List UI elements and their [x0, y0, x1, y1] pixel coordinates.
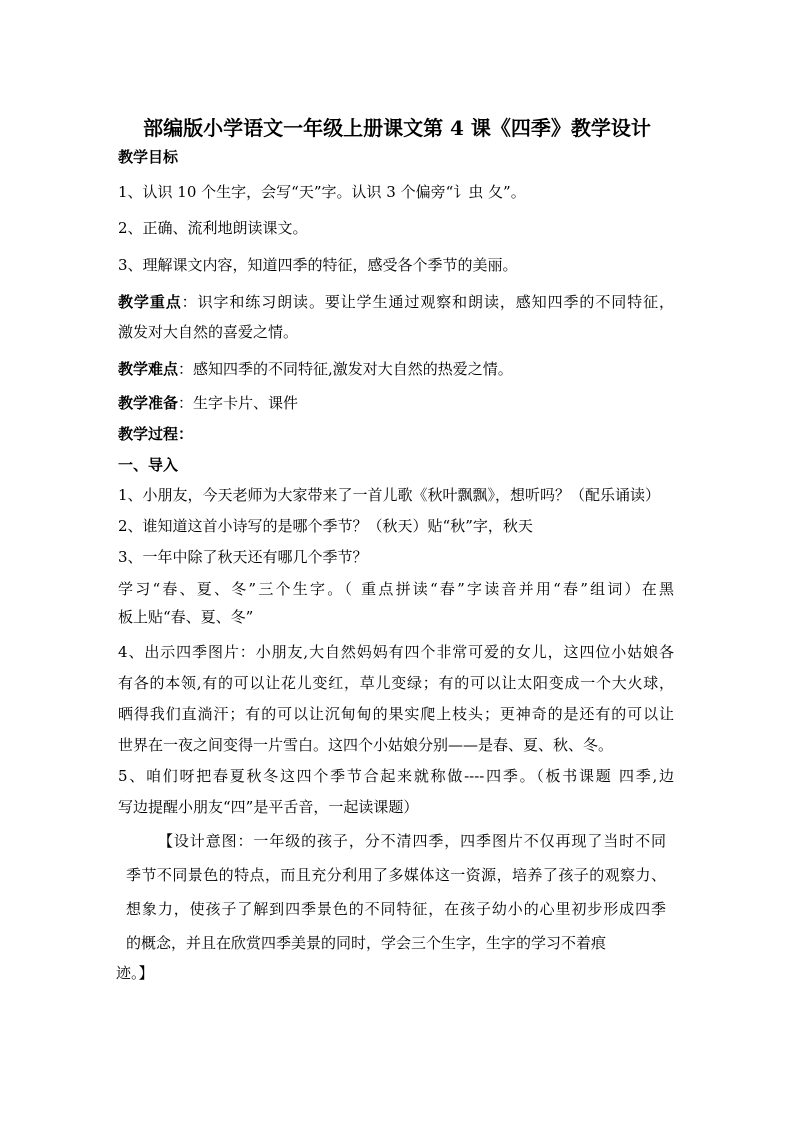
section1-line-3: 3、一年中除了秋天还有哪几个季节？ — [118, 548, 368, 566]
prep-text: ：生字卡片、课件 — [178, 394, 299, 412]
section1-line-6: 4、出示四季图片：小朋友,大自然妈妈有四个非常可爱的女儿，这四位小姑娘各 — [118, 643, 674, 661]
key-point-text-1: ：识字和练习朗读。要让学生通过观察和朗读，感知四季的不同特征， — [181, 293, 674, 311]
difficulty-text: ：感知四季的不同特征,激发对大自然的热爱之情。 — [178, 360, 513, 378]
design-note-line-3: 想象力，使孩子了解到四季景色的不同特征，在孩子幼小的心里初步形成四季 — [126, 900, 666, 918]
goal-item-1: 1、认识 10 个生字，会写“天”字。认识 3 个偏旁“讠虫 夂”。 — [118, 183, 526, 201]
section1-line-5: 板上贴“春、夏、冬” — [118, 608, 254, 626]
section1-line-4: 学习“春、夏、冬”三个生字。（ 重点拼读“春”字读音并用“春”组词）在黑 — [118, 580, 674, 598]
section1-heading: 一、导入 — [118, 456, 179, 474]
design-note-line-5: 迹。】 — [116, 964, 154, 982]
section1-line-2: 2、谁知道这首小诗写的是哪个季节？（秋天）贴“秋”字，秋天 — [118, 517, 533, 535]
design-note-line-1: 【设计意图：一年级的孩子，分不清四季，四季图片不仅再现了当时不同 — [158, 832, 666, 850]
section1-line-9: 世界在一夜之间变得一片雪白。这四个小姑娘分别——是春、夏、秋、冬。 — [118, 736, 614, 754]
document-title: 部编版小学语文一年级上册课文第 4 课《四季》教学设计 — [143, 116, 651, 140]
difficulty-label: 教学难点 — [118, 360, 179, 378]
section1-line-10: 5、咱们呀把春夏秋冬这四个季节合起来就称做----四季。（板书课题 四季,边 — [118, 767, 674, 785]
prep-label: 教学准备 — [118, 394, 179, 412]
goal-item-3: 3、理解课文内容，知道四季的特征，感受各个季节的美丽。 — [118, 256, 518, 274]
section1-line-11: 写边提醒小朋友“四”是平舌音，一起读课题） — [118, 798, 419, 816]
key-point-line-2: 激发对大自然的喜爱之情。 — [118, 323, 299, 341]
key-point-label: 教学重点 — [118, 293, 182, 311]
design-note-line-2: 季节不同景色的特点，而且充分利用了多媒体这一资源，培养了孩子的观察力、 — [126, 866, 666, 884]
design-note-line-4: 的概念，并且在欣赏四季美景的同时，学会三个生字，生字的学习不着痕 — [126, 934, 607, 952]
goal-item-2: 2、正确、流利地朗读课文。 — [118, 219, 308, 237]
section1-line-7: 有各的本领,有的可以让花儿变红，草儿变绿；有的可以让太阳变成一个大火球， — [118, 674, 674, 692]
goals-heading: 教学目标 — [118, 148, 179, 166]
process-heading: 教学过程： — [118, 425, 194, 443]
section1-line-1: 1、小朋友，今天老师为大家带来了一首儿歌《秋叶飘飘》，想听吗？（配乐诵读） — [118, 486, 661, 504]
prep-line — [118, 392, 298, 414]
section1-line-8: 晒得我们直淌汗；有的可以让沉甸甸的果实爬上枝头；更神奇的是还有的可以让 — [118, 705, 674, 723]
key-point-line-1 — [118, 291, 674, 313]
difficulty-line — [118, 358, 513, 380]
